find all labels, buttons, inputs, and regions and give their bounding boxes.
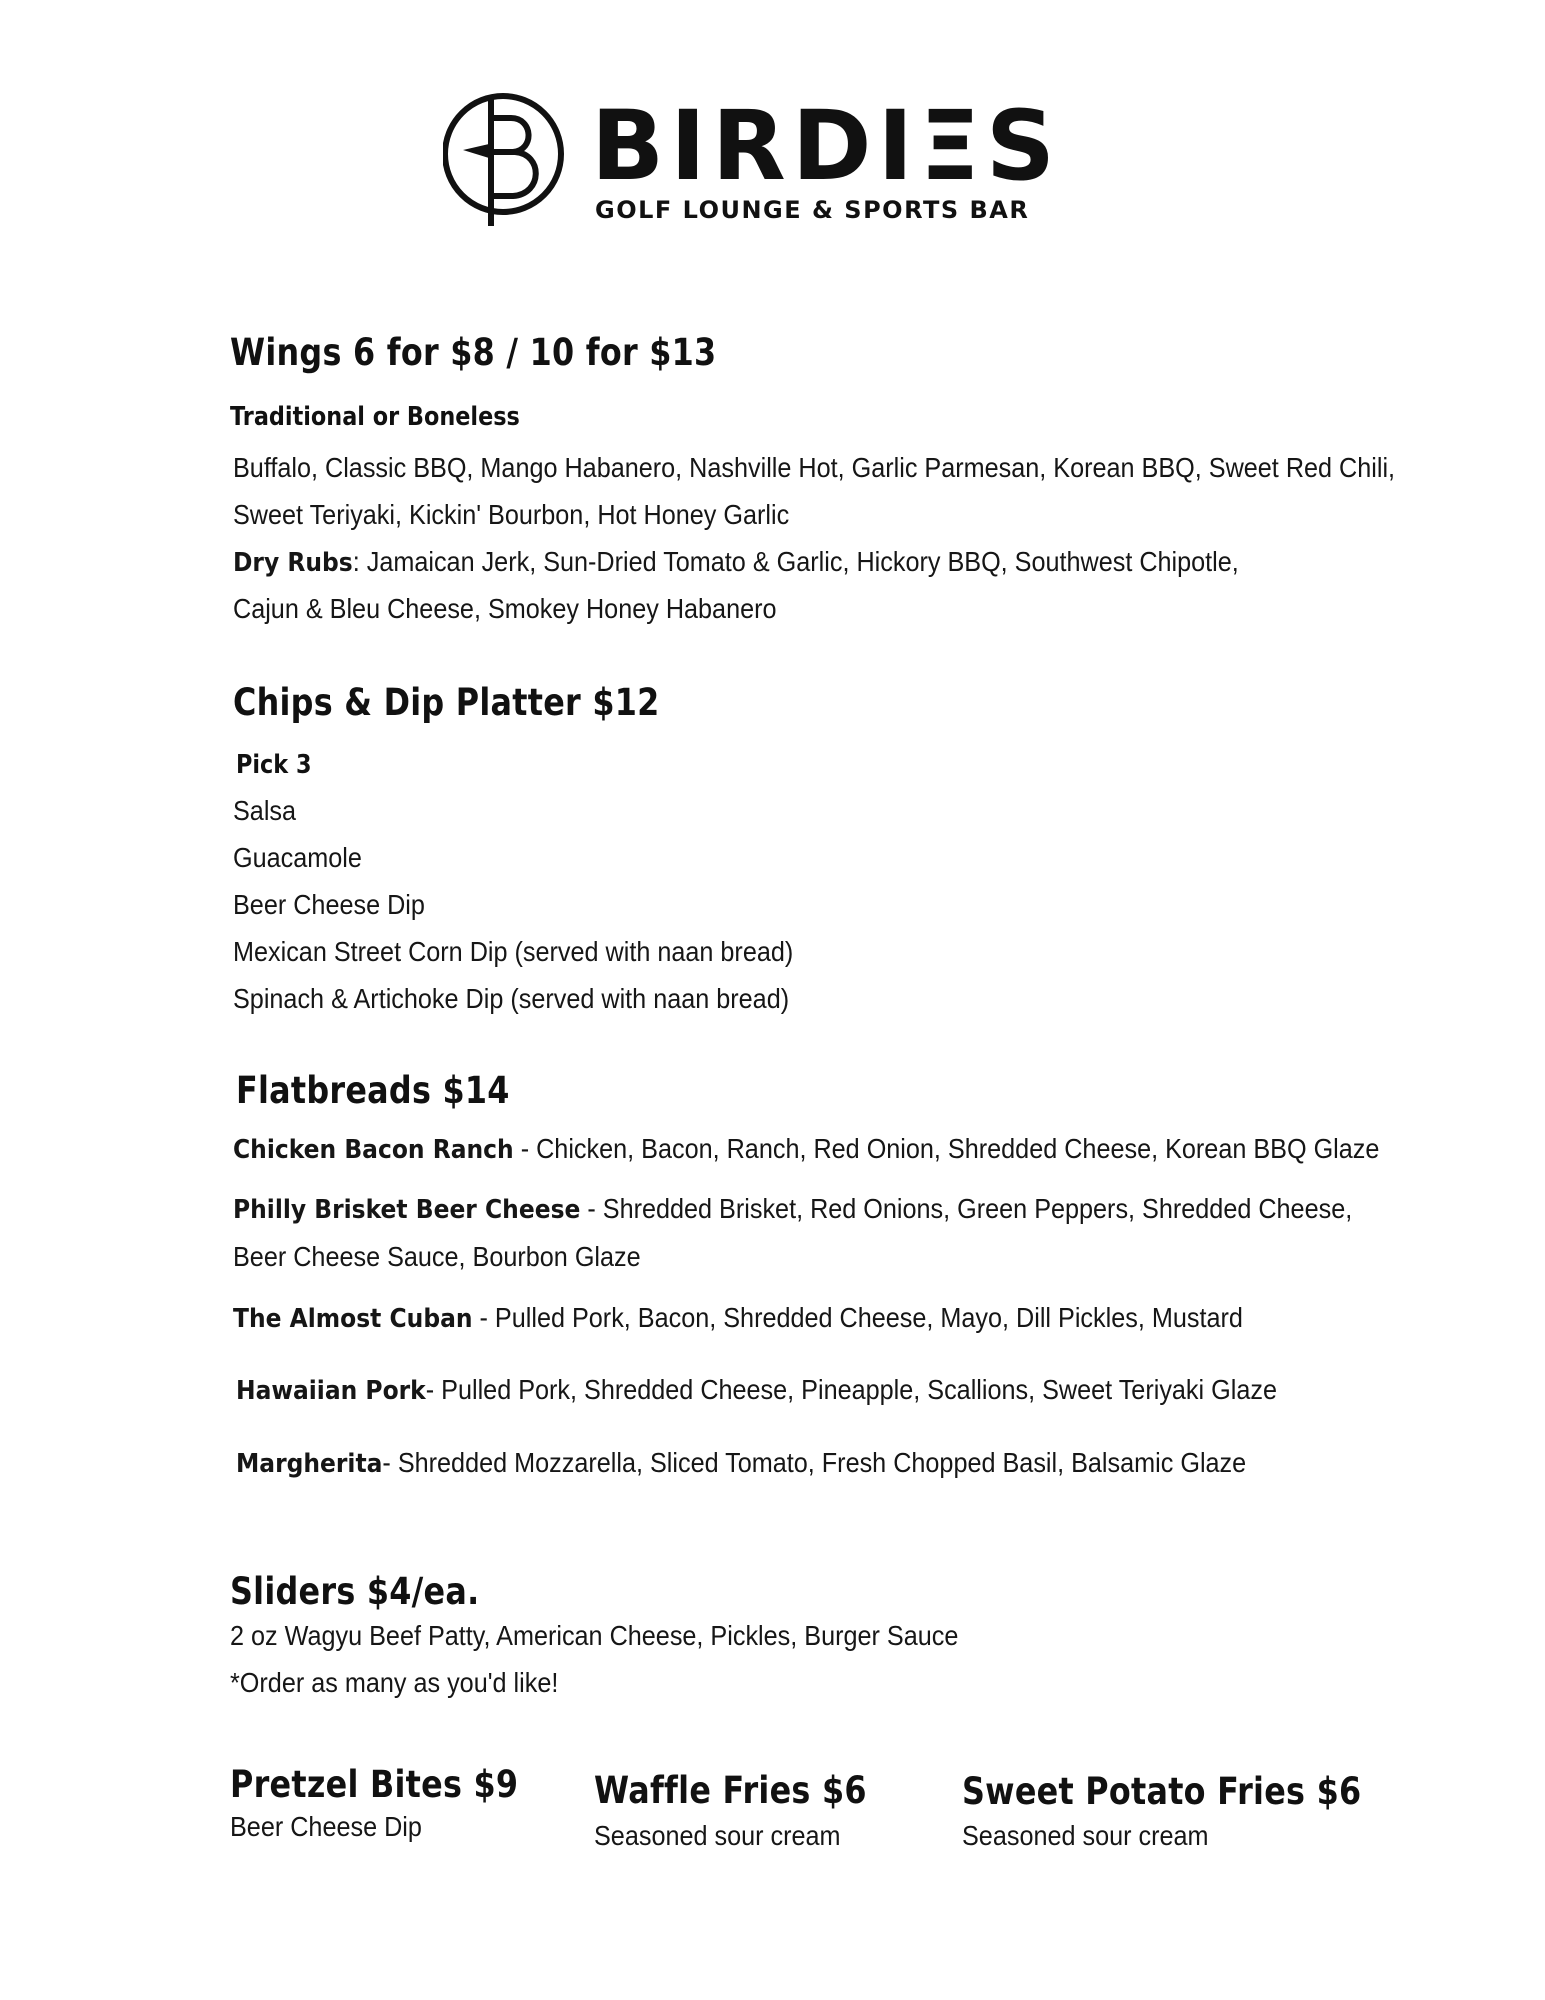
side-title: Sweet Potato Fries $6 — [962, 1770, 1362, 1813]
flatbread-item — [233, 1195, 1352, 1223]
flatbread-desc: - Pulled Pork, Shredded Cheese, Pineapple, Scallions, Sweet Teriyaki Glaze — [425, 1374, 1277, 1405]
flatbread-name: The Almost Cuban — [233, 1304, 473, 1334]
brand-subtitle: GOLF LOUNGE & SPORTS BAR — [595, 196, 1030, 224]
flatbread-desc: - Shredded Mozzarella, Sliced Tomato, Fresh Chopped Basil, Balsamic Glaze — [382, 1447, 1247, 1478]
flatbread-desc: - Chicken, Bacon, Ranch, Red Onion, Shredded Cheese, Korean BBQ Glaze — [513, 1133, 1380, 1164]
dry-rubs-list: : Jamaican Jerk, Sun-Dried Tomato & Garlic, Hickory BBQ, Southwest Chipotle, — [352, 546, 1239, 577]
wings-title: Wings 6 for $8 / 10 for $13 — [230, 331, 717, 374]
sliders-note: *Order as many as you'd like! — [230, 1667, 559, 1698]
wings-subtitle: Traditional or Boneless — [230, 402, 520, 432]
chips-item: Salsa — [233, 795, 297, 826]
brand-name: BIRDIΞS — [591, 90, 1062, 202]
flatbread-name: Margherita — [236, 1449, 383, 1479]
wings-dry-rubs-line-1 — [233, 548, 1239, 576]
wings-sauces-line-1: Buffalo, Classic BBQ, Mango Habanero, Nashville Hot, Garlic Parmesan, Korean BBQ, Sweet Red Chili, — [233, 452, 1396, 483]
side-title: Waffle Fries $6 — [594, 1769, 867, 1812]
flatbread-desc: - Shredded Brisket, Red Onions, Green Peppers, Shredded Cheese, — [580, 1193, 1353, 1224]
flatbread-name: Hawaiian Pork — [236, 1376, 426, 1406]
sliders-desc: 2 oz Wagyu Beef Patty, American Cheese, Pickles, Burger Sauce — [230, 1620, 959, 1651]
chips-item: Beer Cheese Dip — [233, 889, 425, 920]
side-title: Pretzel Bites $9 — [230, 1763, 519, 1806]
flatbread-item — [236, 1449, 1246, 1477]
chips-item: Guacamole — [233, 842, 362, 873]
brand-logo — [443, 90, 1062, 232]
flatbread-name: Chicken Bacon Ranch — [233, 1135, 514, 1165]
flatbread-item — [233, 1135, 1379, 1163]
flatbread-item — [233, 1304, 1243, 1332]
flatbread-name: Philly Brisket Beer Cheese — [233, 1195, 581, 1225]
flatbread-desc-continued: Beer Cheese Sauce, Bourbon Glaze — [233, 1241, 641, 1272]
flatbreads-title: Flatbreads $14 — [236, 1069, 510, 1112]
side-desc: Seasoned sour cream — [962, 1820, 1209, 1851]
sliders-title: Sliders $4/ea. — [230, 1570, 480, 1613]
golf-flag-b-icon — [443, 92, 573, 232]
wings-sauces-line-2: Sweet Teriyaki, Kickin' Bourbon, Hot Honey Garlic — [233, 499, 790, 530]
chips-item: Mexican Street Corn Dip (served with naan bread) — [233, 936, 794, 967]
side-desc: Seasoned sour cream — [594, 1820, 841, 1851]
chips-item: Spinach & Artichoke Dip (served with naan bread) — [233, 983, 790, 1014]
wings-dry-rubs-line-2: Cajun & Bleu Cheese, Smokey Honey Habanero — [233, 593, 777, 624]
flatbread-item — [236, 1376, 1277, 1404]
chips-title: Chips & Dip Platter $12 — [233, 681, 660, 724]
side-desc: Beer Cheese Dip — [230, 1811, 422, 1842]
chips-subtitle: Pick 3 — [236, 750, 312, 780]
dry-rubs-label: Dry Rubs — [233, 548, 353, 578]
flatbread-desc: - Pulled Pork, Bacon, Shredded Cheese, Mayo, Dill Pickles, Mustard — [472, 1302, 1243, 1333]
